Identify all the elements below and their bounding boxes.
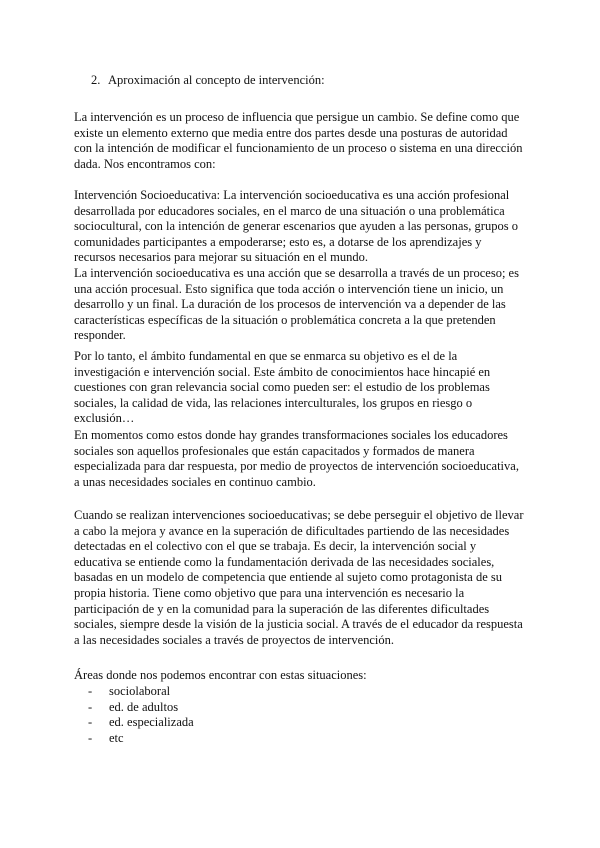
list-item xyxy=(88,700,194,716)
procesual-paragraph: La intervención socioeducativa es una acción que se desarrolla a través de un proceso; es una acción procesual. Esto significa que toda acción o intervención tiene un inicio, un desarrollo y un final. La duración de los procesos de intervención va a depender de las características específicas de la situación o problemática concreta a la que pretenden responder. xyxy=(74,266,519,343)
section-number: 2. xyxy=(91,73,101,87)
list-item-label: sociolaboral xyxy=(109,684,171,698)
ambito-paragraph: Por lo tanto, el ámbito fundamental en que se enmarca su objetivo es el de la investigación e intervención social. Este ámbito de conocimientos hace hincapié en cuestiones con gran relevancia social como pueden ser: el estudio de los problemas sociales, la calidad de vida, las relaciones interculturales, los grupos en riesgo o exclusión… xyxy=(74,349,491,426)
list-item-label: ed. especializada xyxy=(109,715,194,730)
section-title: Aproximación al concepto de intervención: xyxy=(108,73,325,87)
bullet-dash: - xyxy=(88,684,93,698)
intervenciones-paragraph: Cuando se realizan intervenciones socioeducativas; se debe perseguir el objetivo de llevar a cabo la mejora y avance en la superación de dificultades partiendo de las necesidades detectadas en el colectivo con el que se trabaja. Es decir, la intervención social y educativa se entiende como la fundamentación derivada de las necesidades sociales, basadas en un modelo de competencia que entiende al sujeto como protagonista de su propia historia. Tiene como objetivo que para una intervención es necesario la participación de y en la comunidad para la superación de las diferentes dificultades sociales, siempre desde la visión de la justicia social. A través de el educador da respuesta a las necesidades sociales a través de proyectos de intervención. xyxy=(74,508,524,647)
areas-paragraph: Áreas donde nos podemos encontrar con estas situaciones: xyxy=(74,668,367,682)
intro-paragraph: La intervención es un proceso de influencia que persigue un cambio. Se define como que existe un elemento externo que media entre dos partes desde una posturas de autoridad con la intención de modificar el funcionamiento de un proceso o sistema en una dirección dada. Nos encontramos con: xyxy=(74,110,523,171)
bullet-dash: - xyxy=(88,715,93,730)
socioeducativa-definition-paragraph: Intervención Socioeducativa: La intervención socioeducativa es una acción profesional desarrollada por educadores sociales, en el marco de una situación o una problemática sociocultural, con la intención de generar escenarios que ayuden a las personas, grupos o comunidades participantes a empoderarse; esto es, a dotarse de los aprendizajes y recursos necesarios para mejorar su situación en el mundo. xyxy=(74,188,518,265)
bullet-dash: - xyxy=(88,699,93,714)
section-heading xyxy=(91,72,325,88)
list-item xyxy=(88,684,194,700)
areas-list xyxy=(88,684,194,746)
list-item-label: ed. de adultos xyxy=(109,699,179,714)
educadores-paragraph: En momentos como estos donde hay grandes transformaciones sociales los educadores sociales son aquellos profesionales que están capacitados y formados de manera especializada para dar respuesta, por medio de proyectos de intervención socioeducativa, a unas necesidades sociales en continuo cambio. xyxy=(74,428,519,489)
list-item-label: etc xyxy=(109,730,124,745)
list-item xyxy=(88,731,194,747)
list-item xyxy=(88,715,194,731)
bullet-dash: - xyxy=(88,730,93,745)
